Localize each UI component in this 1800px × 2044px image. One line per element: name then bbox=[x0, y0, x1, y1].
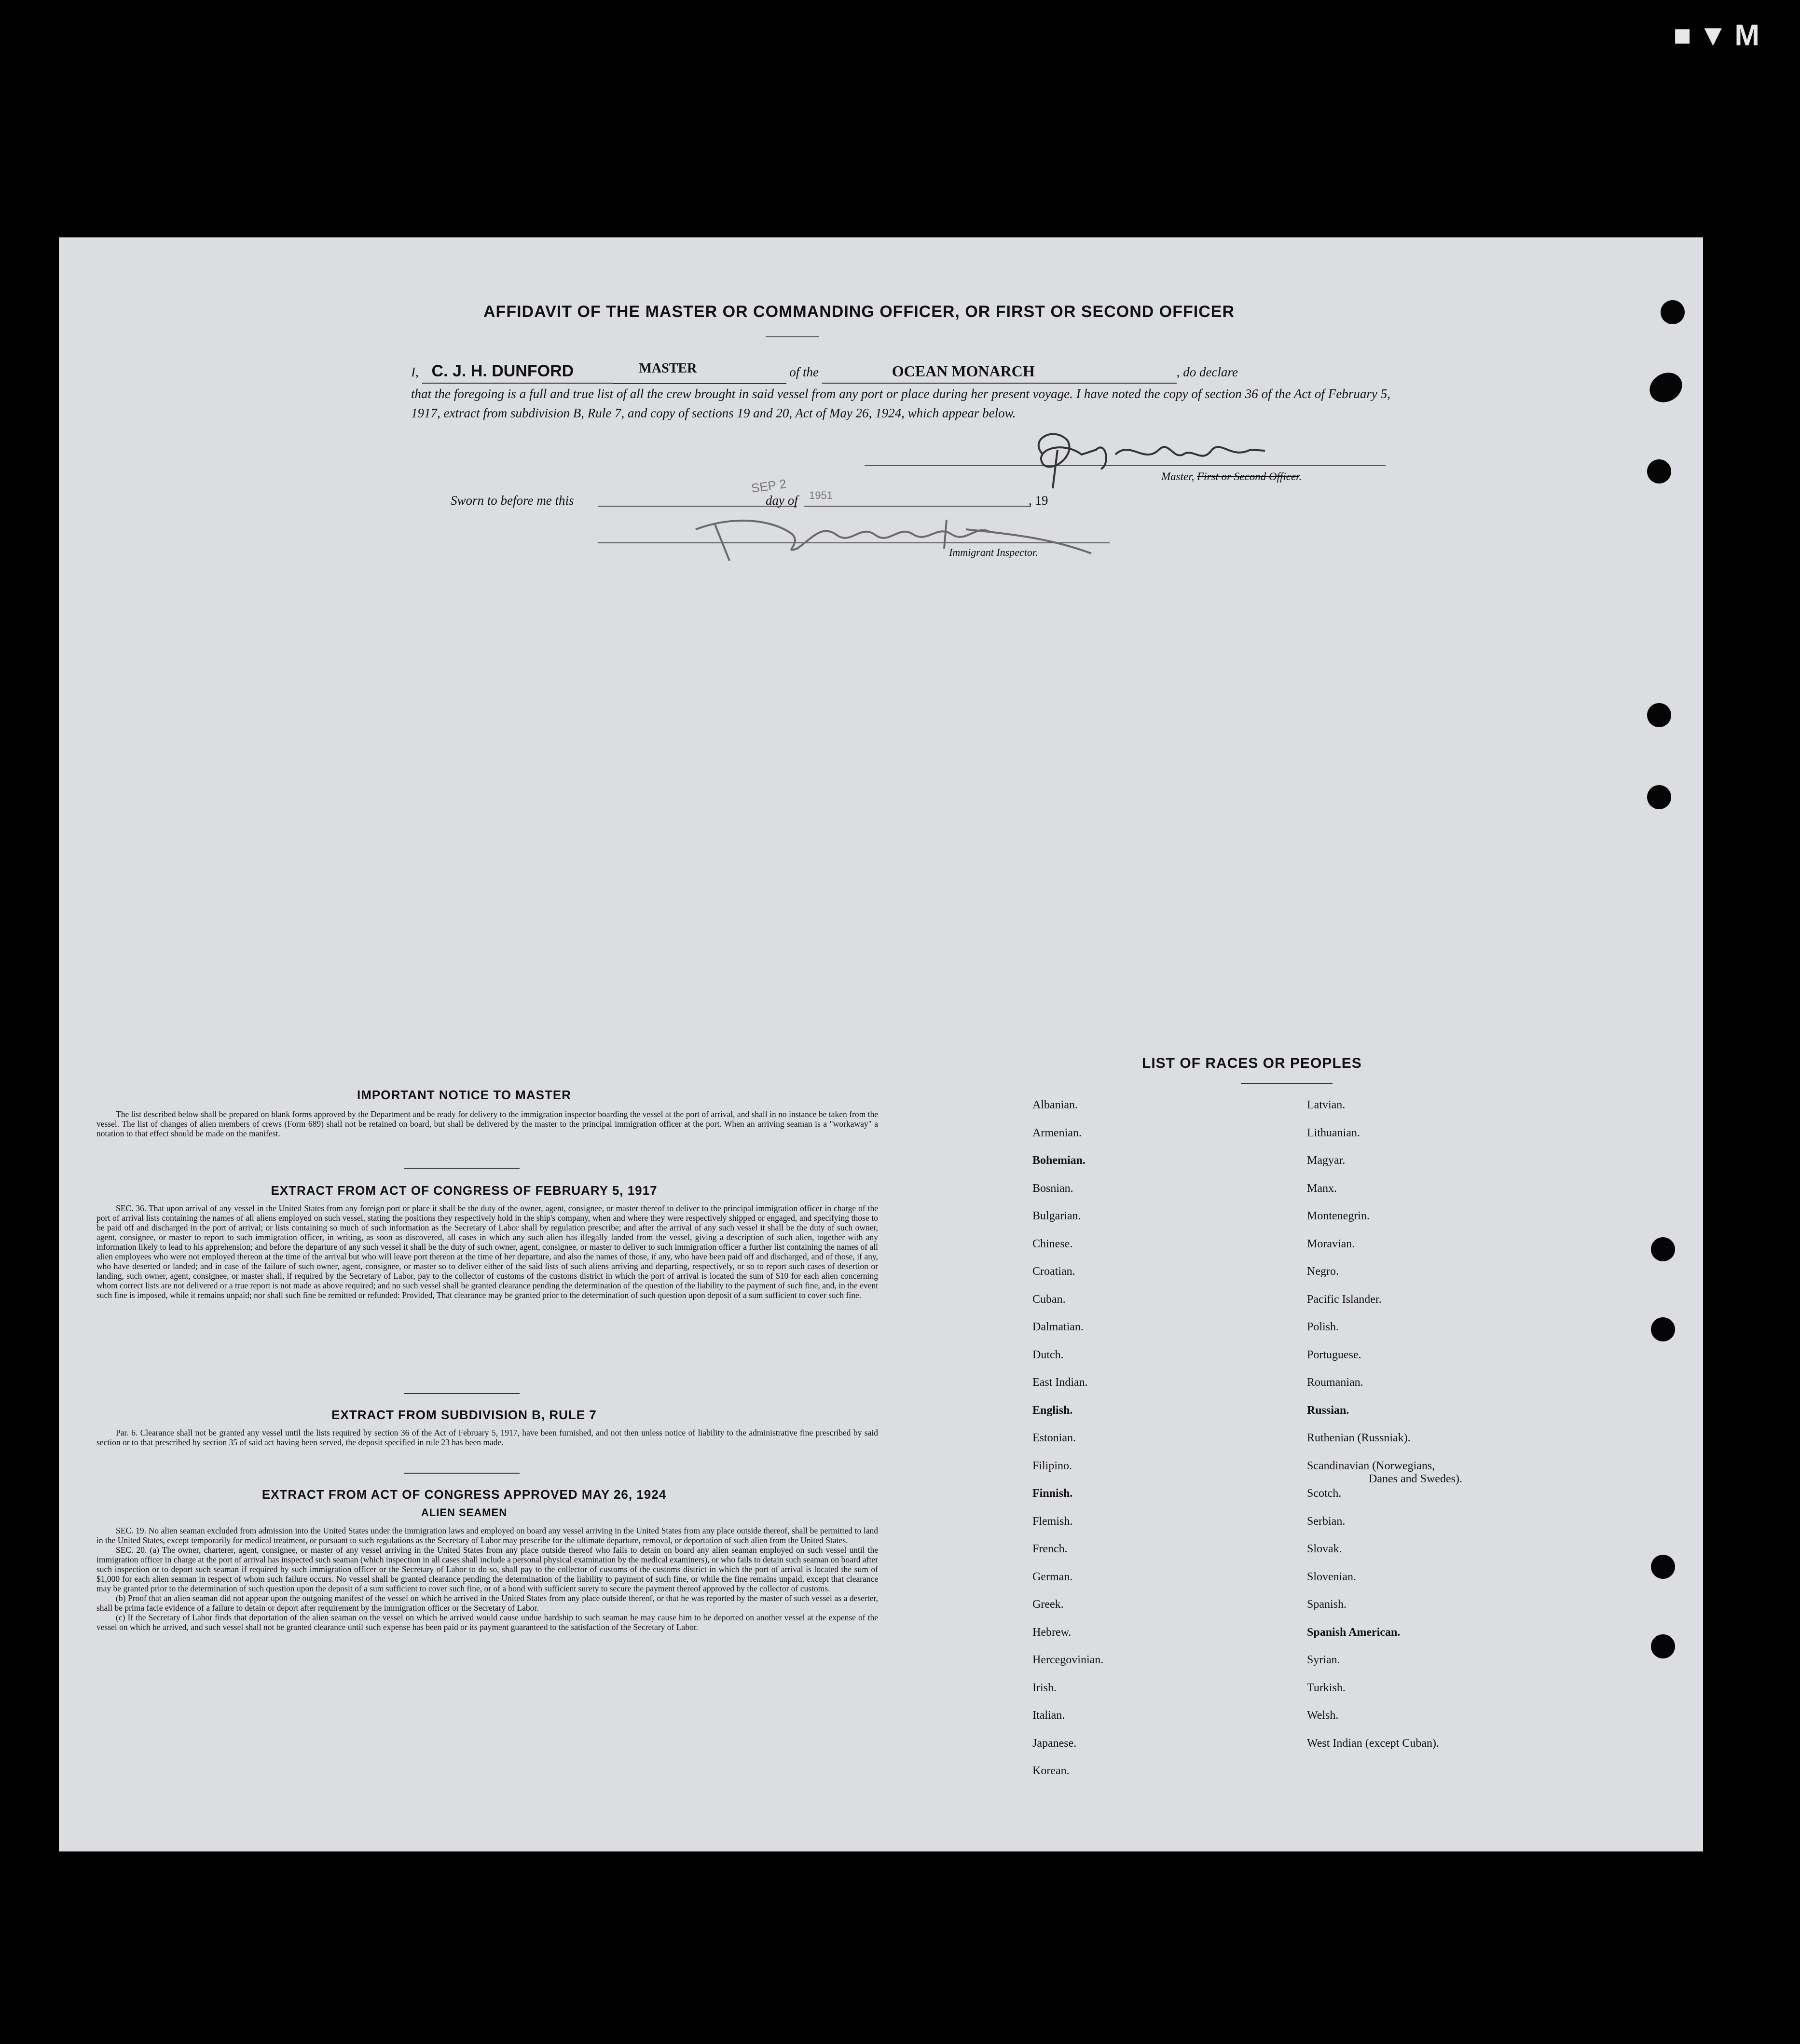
punch-hole-icon bbox=[1651, 1317, 1675, 1341]
declaration-statement: that the foregoing is a full and true list of all the crew brought in said vessel from any port or place during her present voyage. I have noted the copy of section 36 of the Act of February 5, 1917, extract from subdivision B, Rule 7, and copy of sections 19 and 20, Act of May 26, 1924, which appear below. bbox=[411, 387, 1390, 420]
race-item: Irish. bbox=[1032, 1681, 1057, 1694]
race-item: Pacific Islander. bbox=[1307, 1293, 1382, 1306]
punch-hole-icon bbox=[1647, 703, 1671, 727]
races-title: LIST OF RACES OR PEOPLES bbox=[1142, 1055, 1362, 1071]
race-item: Dutch. bbox=[1032, 1348, 1064, 1361]
race-item: Manx. bbox=[1307, 1182, 1337, 1195]
notice-text: The list described below shall be prepared on blank forms approved by the Department and be ready for delivery to the immigration inspector boarding the vessel at the port of arrival, and shall in no instance be taken from the vessel. The list of changes of alien members of crews (Form 689) shall not be retained on board, but shall be delivered by the master to the principal immigration officer at the port. When an arriving seaman is a "workaway" a notation to that effect should be made on the manifest. bbox=[96, 1109, 878, 1138]
race-item: Welsh. bbox=[1307, 1709, 1339, 1722]
extract-1924-subtitle: ALIEN SEAMEN bbox=[421, 1506, 508, 1519]
vessel-field bbox=[822, 360, 1177, 384]
race-item: Hercegovinian. bbox=[1032, 1654, 1104, 1666]
race-item: Flemish. bbox=[1032, 1515, 1073, 1528]
sec-19-text: SEC. 19. No alien seaman excluded from admission into the United States under the immigration laws and employed on board any vessel arriving in the United States from any place outside thereof, shall be permitted to land in the United States, except temporarily for medical treatment, or pursuant to such regulations as the Secretary of Labor may prescribe for the ultimate departure, removal, or deportation of such alien from the United States. bbox=[96, 1526, 878, 1545]
race-item: Albanian. bbox=[1032, 1099, 1078, 1111]
notice-title: IMPORTANT NOTICE TO MASTER bbox=[357, 1088, 571, 1102]
race-item: Slovenian. bbox=[1307, 1570, 1356, 1583]
master-caption-prefix: Master, bbox=[1161, 470, 1195, 483]
divider bbox=[404, 1393, 520, 1394]
divider bbox=[766, 336, 819, 337]
form-sheet bbox=[59, 237, 1703, 1851]
sec-20c-text: (c) If the Secretary of Labor finds that deportation of the alien seaman on the vessel on which he arrived would cause undue hardship to such seaman he may cause him to be deported on another vessel at the expense of the vessel on which he arrived, and such vessel shall not be granted clearance until such expense has been paid or its payment guaranteed to the satisfaction of the Secretary of Labor. bbox=[96, 1613, 878, 1632]
punch-hole-icon bbox=[1647, 459, 1671, 483]
master-caption bbox=[1161, 470, 1302, 483]
race-item: English. bbox=[1032, 1404, 1073, 1417]
race-item: Spanish American. bbox=[1307, 1626, 1401, 1639]
race-item: Hebrew. bbox=[1032, 1626, 1072, 1639]
race-item: French. bbox=[1032, 1543, 1068, 1555]
do-declare-label: , do declare bbox=[1176, 365, 1238, 379]
punch-hole-icon bbox=[1651, 1634, 1675, 1658]
race-item: Syrian. bbox=[1307, 1654, 1340, 1666]
race-item: Bulgarian. bbox=[1032, 1210, 1081, 1222]
extract-1917-text: SEC. 36. That upon arrival of any vessel in the United States from any foreign port or place it shall be the duty of the owner, agent, consignee, or master thereof to deliver to the principal immigration officer in charge of the port of arrival lists containing the names of all aliens employed on such vessel, stating the positions they respectively hold in the ship's company, when and where they were respectively shipped or engaged, and specifying those to be paid off and discharged in the port of arrival; or lists containing so much of such information as the Secretary of Labor shall by regulation prescribe; and after the arrival of any such vessel it shall be the duty of such owner, agent, consignee, or master to report to such immigration officer, in writing, as soon as discovered, all cases in which any such alien has illegally landed from the vessel, giving a description of such alien, together with any information likely to lead to his apprehension; and before the departure of any such vessel it shall be the duty of such owner, agent, consignee, or master to deliver to such immigration officer a further list containing the names of all alien employees who were not employed thereon at the time of the arrival but who will leave port thereon at the time of her departure, and also the names of those, if any, who have been paid off and discharged, and of those, if any, who have deserted or landed; and in case of the failure of such owner, agent, consignee, or master so to deliver either of the said lists of such aliens arriving and departing, respectively, or so to report such cases of desertion or landing, such owner, agent, consignee, or master shall, if required by the Secretary of Labor, pay to the collector of customs of the customs district in which the port of arrival is located the sum of $10 for each alien concerning whom correct lists are not delivered or a true report is not made as above required; and no such vessel shall be granted clearance pending the determination of the question of the liability to the payment of such fine, and, in the event such fine is imposed, while it remains unpaid; nor shall such fine be remitted or refunded: Provided, That clearance may be granted prior to the determination of such question upon deposit of a sum sufficient to cover such fine. bbox=[96, 1203, 878, 1300]
race-item: Negro. bbox=[1307, 1265, 1339, 1278]
race-item: Slovak. bbox=[1307, 1543, 1342, 1555]
race-item: Filipino. bbox=[1032, 1459, 1072, 1472]
race-item: Armenian. bbox=[1032, 1126, 1082, 1139]
film-corner-mark: ■▼M bbox=[1673, 19, 1766, 52]
race-item: Turkish. bbox=[1307, 1681, 1346, 1694]
race-item: Bosnian. bbox=[1032, 1182, 1073, 1195]
declaration-line-1 bbox=[411, 360, 1390, 384]
race-item: Greek. bbox=[1032, 1598, 1064, 1611]
officer-name: C. J. H. DUNFORD bbox=[431, 362, 574, 380]
race-item: West Indian (except Cuban). bbox=[1307, 1737, 1439, 1750]
divider bbox=[404, 1473, 520, 1474]
sworn-label: Sworn to before me this bbox=[451, 493, 574, 508]
punch-hole-icon bbox=[1661, 300, 1685, 324]
race-item: Danes and Swedes). bbox=[1369, 1472, 1462, 1485]
race-item: Magyar. bbox=[1307, 1154, 1346, 1167]
sec-20b-text: (b) Proof that an alien seaman did not appear upon the outgoing manifest of the vessel on which he arrived in the United States from any place outside thereof, or that he was reported by the master of such vessel as a deserter, shall be prima facie evidence of a failure to detain or deport after requirement by the immigration officer or the Secretary of Labor. bbox=[96, 1593, 878, 1613]
of-the-label: of the bbox=[789, 365, 819, 379]
race-item: Ruthenian (Russniak). bbox=[1307, 1432, 1411, 1444]
punch-hole-icon bbox=[1644, 367, 1688, 408]
race-item: Roumanian. bbox=[1307, 1376, 1363, 1389]
race-item: Serbian. bbox=[1307, 1515, 1346, 1528]
name-field bbox=[422, 360, 613, 384]
stamp-year: 1951 bbox=[809, 489, 833, 501]
race-item: Bohemian. bbox=[1032, 1154, 1086, 1167]
master-caption-suffix: . bbox=[1299, 470, 1302, 483]
race-item: German. bbox=[1032, 1570, 1073, 1583]
master-caption-struck: First or Second Officer bbox=[1197, 470, 1299, 483]
punch-hole-icon bbox=[1651, 1555, 1675, 1579]
divider bbox=[404, 1168, 520, 1169]
pronoun: I, bbox=[411, 365, 419, 379]
race-item: Croatian. bbox=[1032, 1265, 1075, 1278]
race-item: Scotch. bbox=[1307, 1487, 1342, 1500]
race-item: Cuban. bbox=[1032, 1293, 1066, 1306]
race-item: Scandinavian (Norwegians, bbox=[1307, 1459, 1435, 1472]
rank-field bbox=[613, 361, 786, 384]
race-item: Chinese. bbox=[1032, 1237, 1073, 1250]
race-item: Moravian. bbox=[1307, 1237, 1355, 1250]
extract-rule7-text: Par. 6. Clearance shall not be granted any vessel until the lists required by section 36 of the Act of February 5, 1917, have been furnished, and not then unless notice of liability to the administrative fine prescribed by said section or to that prescribed by section 35 of said act having been served, the deposit specified in rule 23 has been made. bbox=[96, 1428, 878, 1447]
race-item: Dalmatian. bbox=[1032, 1321, 1084, 1333]
race-item: Latvian. bbox=[1307, 1099, 1346, 1111]
extract-1924-body bbox=[96, 1526, 878, 1632]
declaration-block bbox=[411, 360, 1390, 423]
race-item: Lithuanian. bbox=[1307, 1126, 1360, 1139]
punch-hole-icon bbox=[1651, 1237, 1675, 1261]
year-label: , 19 bbox=[1029, 493, 1048, 508]
date-stamp: SEP 2 bbox=[750, 476, 787, 496]
race-item: Russian. bbox=[1307, 1404, 1349, 1417]
affidavit-title: AFFIDAVIT OF THE MASTER OR COMMANDING OFFICER, OR FIRST OR SECOND OFFICER bbox=[483, 303, 1235, 321]
officer-rank: MASTER bbox=[639, 361, 697, 376]
race-item: Polish. bbox=[1307, 1321, 1339, 1333]
divider bbox=[1241, 1083, 1333, 1084]
punch-hole-icon bbox=[1647, 785, 1671, 809]
inspector-caption: Immigrant Inspector. bbox=[949, 546, 1038, 558]
extract-rule7-title: EXTRACT FROM SUBDIVISION B, RULE 7 bbox=[331, 1408, 597, 1422]
day-of-label: day of bbox=[766, 493, 798, 508]
race-item: Montenegrin. bbox=[1307, 1210, 1370, 1222]
extract-1917-title: EXTRACT FROM ACT OF CONGRESS OF FEBRUARY 5, 1917 bbox=[271, 1183, 658, 1198]
sec-20a-text: SEC. 20. (a) The owner, charterer, agent, consignee, or master of any vessel arriving in the United States from any place outside thereof who fails to detain on board any alien seaman employed on such vessel until the immigration officer in charge at the port of arrival has inspected such seaman (which inspection in all cases shall include a personal physical examination by the medical examiners), or who fails to detain such seaman on board after such inspection or to deport such seaman if required by such immigration officer or the Secretary of Labor to do so, shall pay to the collector of customs of the customs district in which the port of arrival is located the sum of $1,000 for each alien seaman in respect of whom such failure occurs. No vessel shall be granted clearance pending the determination of the liability to payment of such fine, or while the fine remains unpaid, except that clearance may be granted prior to the determination of such question upon the deposit of a sum sufficient to cover such fine, or of a bond with sufficient surety to secure the payment thereof approved by the collector of customs. bbox=[96, 1545, 878, 1593]
race-item: Spanish. bbox=[1307, 1598, 1347, 1611]
vessel-name: OCEAN MONARCH bbox=[892, 362, 1035, 380]
race-item: Italian. bbox=[1032, 1709, 1065, 1722]
race-item: East Indian. bbox=[1032, 1376, 1088, 1389]
race-item: Estonian. bbox=[1032, 1432, 1076, 1444]
race-item: Japanese. bbox=[1032, 1737, 1077, 1750]
race-item: Korean. bbox=[1032, 1765, 1070, 1777]
race-item: Portuguese. bbox=[1307, 1348, 1361, 1361]
extract-1924-title: EXTRACT FROM ACT OF CONGRESS APPROVED MAY 26, 1924 bbox=[261, 1487, 667, 1502]
race-item: Finnish. bbox=[1032, 1487, 1073, 1500]
